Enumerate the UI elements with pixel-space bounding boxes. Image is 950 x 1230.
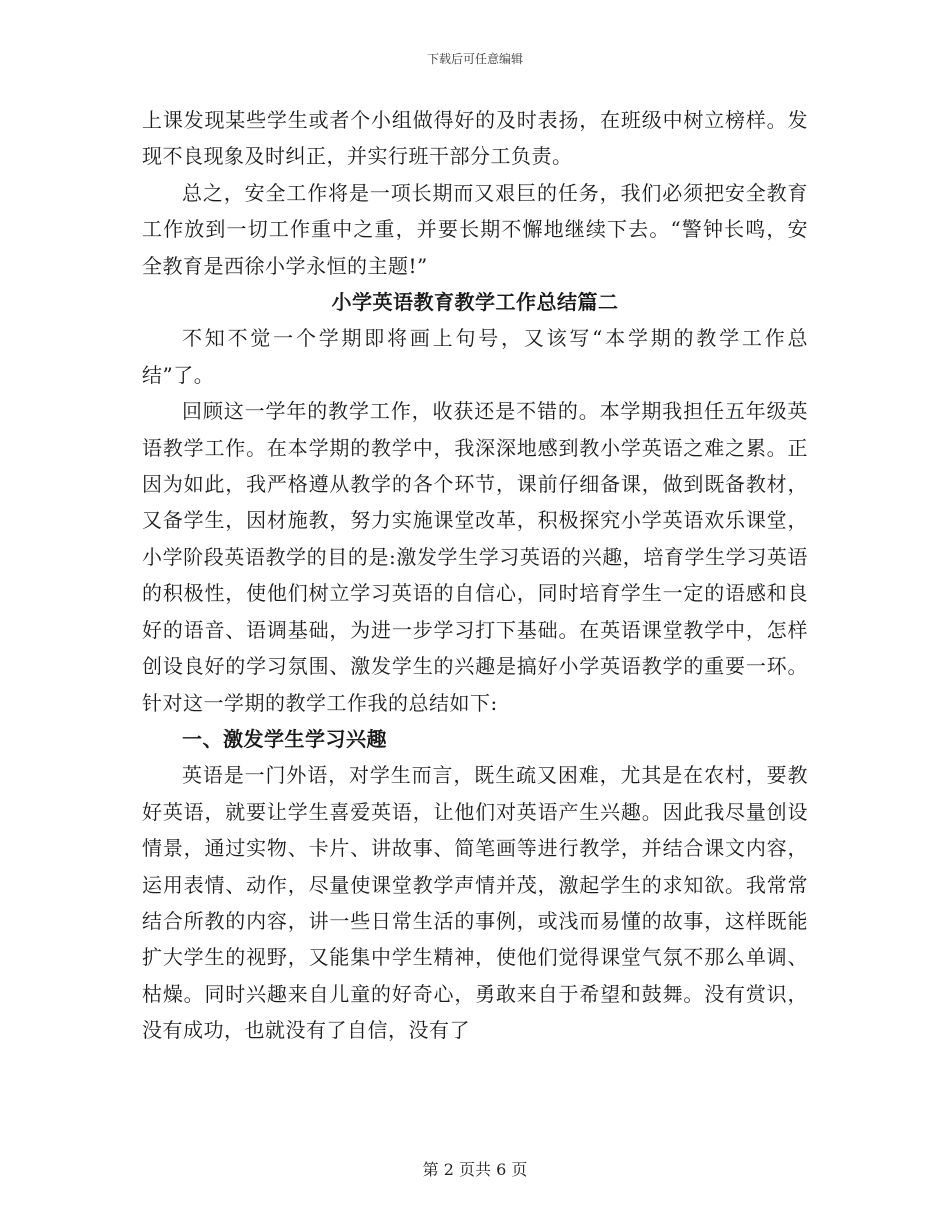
paragraph-interest: 英语是一门外语，对学生而言，既生疏又困难，尤其是在农村，要教好英语，就要让学生喜爱英语，让他们对英语产生兴趣。因此我尽量创设情景，通过实物、卡片、讲故事、简笔画等进行教学，并结合课文内容，运用表情、动作，尽量使课堂教学声情并茂，激起学生的求知欲。我常常结合所教的内容，讲一些日常生活的事例，或浅而易懂的故事，这样既能扩大学生的视野，又能集中学生精神，使他们觉得课堂气氛不那么单调、枯燥。同时兴趣来自儿童的好奇心，勇敢来自于希望和鼓舞。没有赏识，没有成功，也就没有了自信，没有了 <box>142 763 808 1043</box>
paragraph-safety-summary: 总之，安全工作将是一项长期而又艰巨的任务，我们必须把安全教育工作放到一切工作重中之重，并要长期不懈地继续下去。“警钟长鸣，安全教育是西徐小学永恒的主题!” <box>142 180 808 278</box>
paragraph-intro: 不知不觉一个学期即将画上句号，又该写“本学期的教学工作总结”了。 <box>142 326 808 387</box>
document-body <box>142 102 808 1049</box>
subheading-interest: 一、激发学生学习兴趣 <box>182 726 387 751</box>
page-header: 下载后可任意编辑 <box>426 52 523 66</box>
paragraph-review: 回顾这一学年的教学工作，收获还是不错的。本学期我担任五年级英语教学工作。在本学期的教学中，我深深地感到教小学英语之难之累。正因为如此，我严格遵从教学的各个环节，课前仔细备课，做到既备教材，又备学生，因材施教，努力实施课堂改革，积极探究小学英语欢乐课堂，小学阶段英语教学的目的是:激发学生学习英语的兴趣，培育学生学习英语的积极性，使他们树立学习英语的自信心，同时培育学生一定的语感和良好的语音、语调基础，为进一步学习打下基础。在英语课堂教学中，怎样创设良好的学习氛围、激发学生的兴趣是搞好小学英语教学的重要一环。针对这一学期的教学工作我的总结如下: <box>142 399 808 715</box>
section-title: 小学英语教育教学工作总结篇二 <box>331 290 619 315</box>
paragraph-continued: 上课发现某些学生或者个小组做得好的及时表扬，在班级中树立榜样。发现不良现象及时纠正，并实行班干部分工负责。 <box>142 108 808 169</box>
page-number: 第 2 页共 6 页 <box>422 1160 528 1179</box>
